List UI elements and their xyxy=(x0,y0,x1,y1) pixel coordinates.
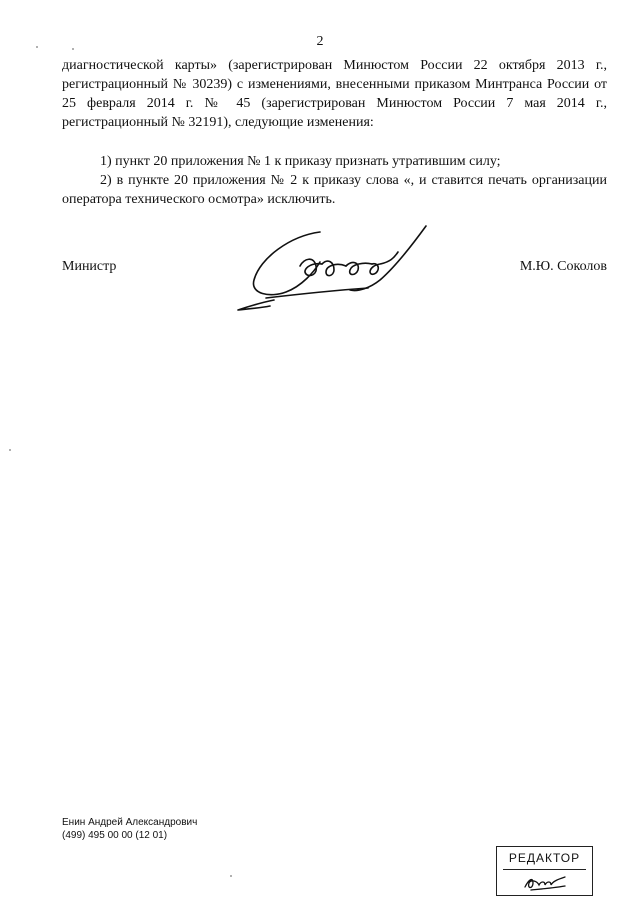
scan-speck xyxy=(36,46,38,48)
executor-name: Енин Андрей Александрович xyxy=(62,817,198,828)
page-number: 2 xyxy=(316,34,324,49)
signatory-title: Министр xyxy=(62,259,117,274)
scan-speck xyxy=(72,48,74,50)
handwritten-signature xyxy=(230,218,440,318)
list-item-1: 1) пункт 20 приложения № 1 к приказу признать утратившим силу; xyxy=(100,154,501,169)
editor-stamp xyxy=(496,846,593,896)
executor-phone: (499) 495 00 00 (12 01) xyxy=(62,830,168,841)
stamp-divider xyxy=(503,869,586,870)
executor-info xyxy=(62,816,197,842)
scan-speck xyxy=(230,875,232,877)
list-item-2: 2) в пункте 20 приложения № 2 к приказу слова «, и ставится печать организации оператора технического осмотра» исключить. xyxy=(62,173,607,207)
stamp-signature xyxy=(521,871,571,893)
body-paragraph: диагностической карты» (зарегистрирован Минюстом России 22 октября 2013 г., регистрационный № 30239) с изменениями, внесенными приказом Минтранса России от 25 февраля 2014 г. № 45 (зарегистрирован Минюстом России 7 мая 2014 г., регистрационный № 32191), следующие изменения: xyxy=(62,58,607,130)
signatory-name: М.Ю. Соколов xyxy=(519,259,607,274)
stamp-label: РЕДАКТОР xyxy=(508,851,581,865)
scan-speck xyxy=(9,449,11,451)
